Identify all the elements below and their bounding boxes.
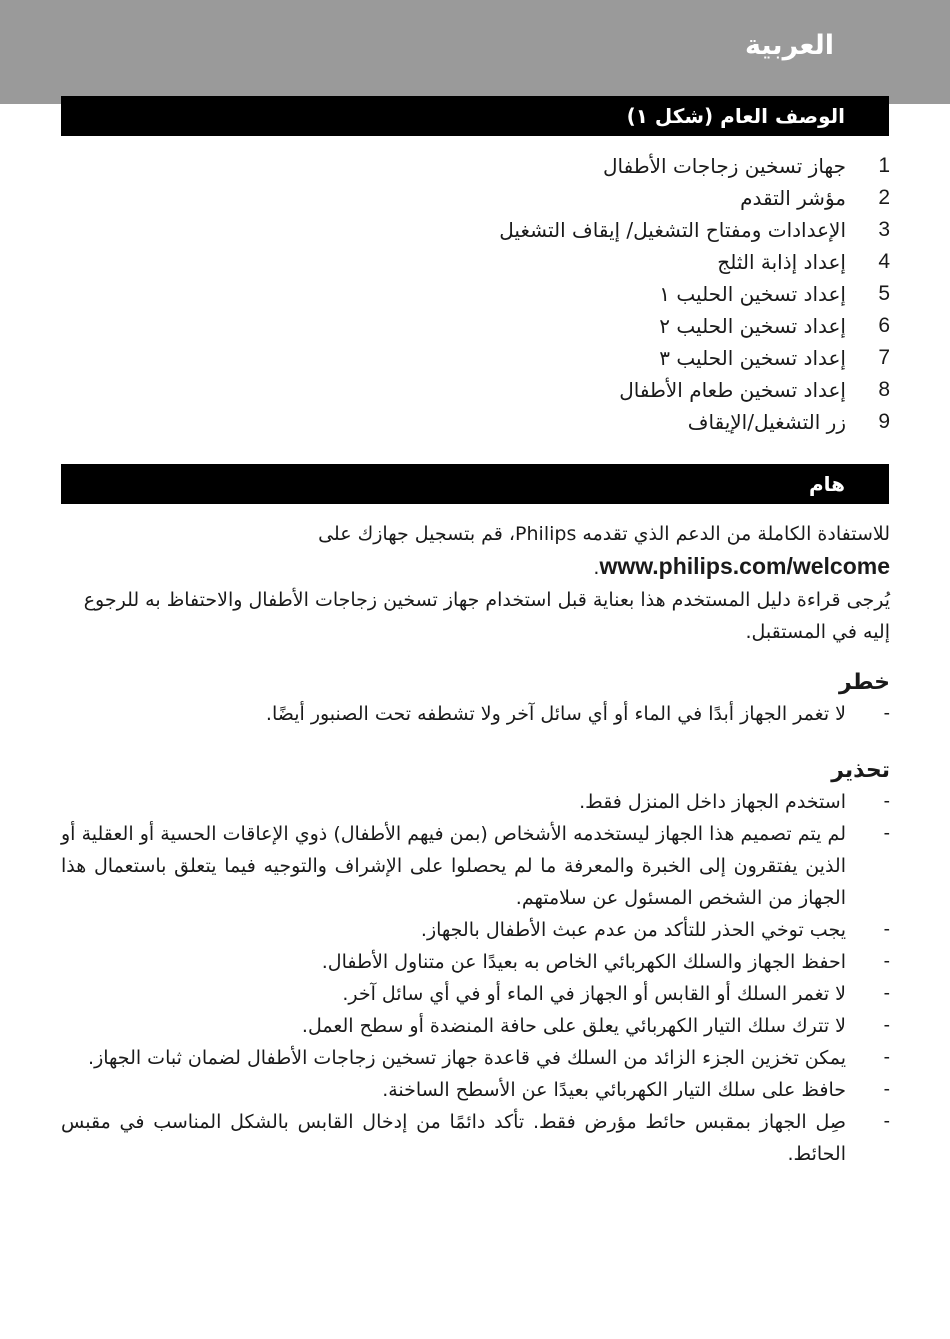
list-item: [61, 214, 890, 246]
list-item: [61, 978, 890, 1010]
bullet-dash: -: [883, 1111, 890, 1132]
item-number: 9: [878, 410, 890, 433]
item-text: احفظ الجهاز والسلك الكهربائي الخاص به بعيدًا عن متناول الأطفال.: [321, 951, 846, 973]
item-text: زر التشغيل/الإيقاف: [687, 410, 846, 434]
item-number: 3: [878, 218, 890, 241]
item-text: جهاز تسخين زجاجات الأطفال: [602, 154, 846, 178]
item-text: يمكن تخزين الجزء الزائد من السلك في قاعدة جهاز تسخين زجاجات الأطفال لضمان ثبات الجهاز.: [88, 1047, 846, 1069]
list-item: [61, 310, 890, 342]
list-item: [61, 786, 890, 818]
item-number: 6: [878, 314, 890, 337]
bullet-dash: -: [883, 919, 890, 940]
item-text: إعداد تسخين الحليب ٣: [659, 346, 846, 370]
list-item: [61, 374, 890, 406]
item-text: الإعدادات ومفتاح التشغيل/ إيقاف التشغيل: [499, 218, 846, 242]
bullet-dash: -: [883, 951, 890, 972]
registration-paragraph: [61, 518, 890, 584]
list-item: [61, 406, 890, 438]
item-text: لم يتم تصميم هذا الجهاز ليستخدمه الأشخاص (بمن فيهم الأطفال) ذوي الإعاقات الحسية أو العقلية أو الذين يفتقرون إلى الخبرة والمعرفة ما لم يحصلوا على الإشراف والتوجيه فيما يتعلق باستعمال هذا الجهاز من الشخص المسئول عن سلامتهم.: [61, 823, 846, 909]
section-title-important: هام: [61, 464, 889, 504]
list-item: [61, 818, 890, 914]
item-number: 8: [878, 378, 890, 401]
warning-heading: تحذير: [831, 758, 890, 783]
item-text: حافظ على سلك التيار الكهربائي بعيدًا عن الأسطح الساخنة.: [382, 1079, 846, 1101]
item-text: لا تترك سلك التيار الكهربائي يعلق على حافة المنضدة أو سطح العمل.: [301, 1015, 846, 1037]
language-header-band: [0, 0, 950, 104]
philips-url: www.philips.com/welcome: [599, 553, 890, 579]
item-text: لا تغمر السلك أو القابس أو الجهاز في الماء أو في أي سائل آخر.: [342, 983, 846, 1005]
list-item: [61, 698, 890, 730]
danger-list: [61, 698, 890, 730]
read-manual-paragraph: يُرجى قراءة دليل المستخدم هذا بعناية قبل استخدام جهاز تسخين زجاجات الأطفال والاحتفاظ به للرجوع إليه في المستقبل.: [83, 589, 890, 643]
url-period: .: [593, 557, 600, 579]
list-item: [61, 246, 890, 278]
bullet-dash: -: [883, 1015, 890, 1036]
item-text: إعداد تسخين الحليب ٢: [659, 314, 846, 338]
item-text: إعداد تسخين طعام الأطفال: [619, 378, 846, 402]
bullet-dash: -: [883, 703, 890, 724]
item-text: يجب توخي الحذر للتأكد من عدم عبث الأطفال بالجهاز.: [420, 919, 846, 941]
section-title-general-description: الوصف العام (شكل ١): [61, 96, 889, 136]
list-item: [61, 1010, 890, 1042]
list-item: [61, 278, 890, 310]
item-text: صِل الجهاز بمقبس حائط مؤرض فقط. تأكد دائمًا من إدخال القابس بالشكل المناسب في مقبس الحائط.: [61, 1111, 846, 1165]
bullet-dash: -: [883, 823, 890, 844]
bullet-dash: -: [883, 1047, 890, 1068]
warning-list: [61, 786, 890, 1170]
bullet-dash: -: [883, 983, 890, 1004]
item-text: إعداد إذابة الثلج: [717, 250, 846, 274]
important-content: [61, 518, 890, 1170]
item-number: 1: [878, 154, 890, 177]
list-item: [61, 150, 890, 182]
bullet-dash: -: [883, 1079, 890, 1100]
item-text: لا تغمر الجهاز أبدًا في الماء أو أي سائل آخر ولا تشطفه تحت الصنبور أيضًا.: [265, 703, 846, 725]
item-text: إعداد تسخين الحليب ١: [659, 282, 846, 306]
item-number: 2: [878, 186, 890, 209]
list-item: [61, 1042, 890, 1074]
item-text: استخدم الجهاز داخل المنزل فقط.: [579, 791, 846, 813]
list-item: [61, 1106, 890, 1170]
item-number: 5: [878, 282, 890, 305]
registration-text: للاستفادة الكاملة من الدعم الذي تقدمه Philips، قم بتسجيل جهازك على: [318, 523, 890, 545]
danger-heading: خطر: [839, 670, 890, 695]
item-text: مؤشر التقدم: [740, 186, 846, 210]
parts-list: [61, 150, 890, 438]
list-item: [61, 1074, 890, 1106]
list-item: [61, 914, 890, 946]
item-number: 4: [878, 250, 890, 273]
item-number: 7: [878, 346, 890, 369]
list-item: [61, 182, 890, 214]
bullet-dash: -: [883, 791, 890, 812]
language-title: العربية: [745, 30, 834, 61]
list-item: [61, 342, 890, 374]
list-item: [61, 946, 890, 978]
